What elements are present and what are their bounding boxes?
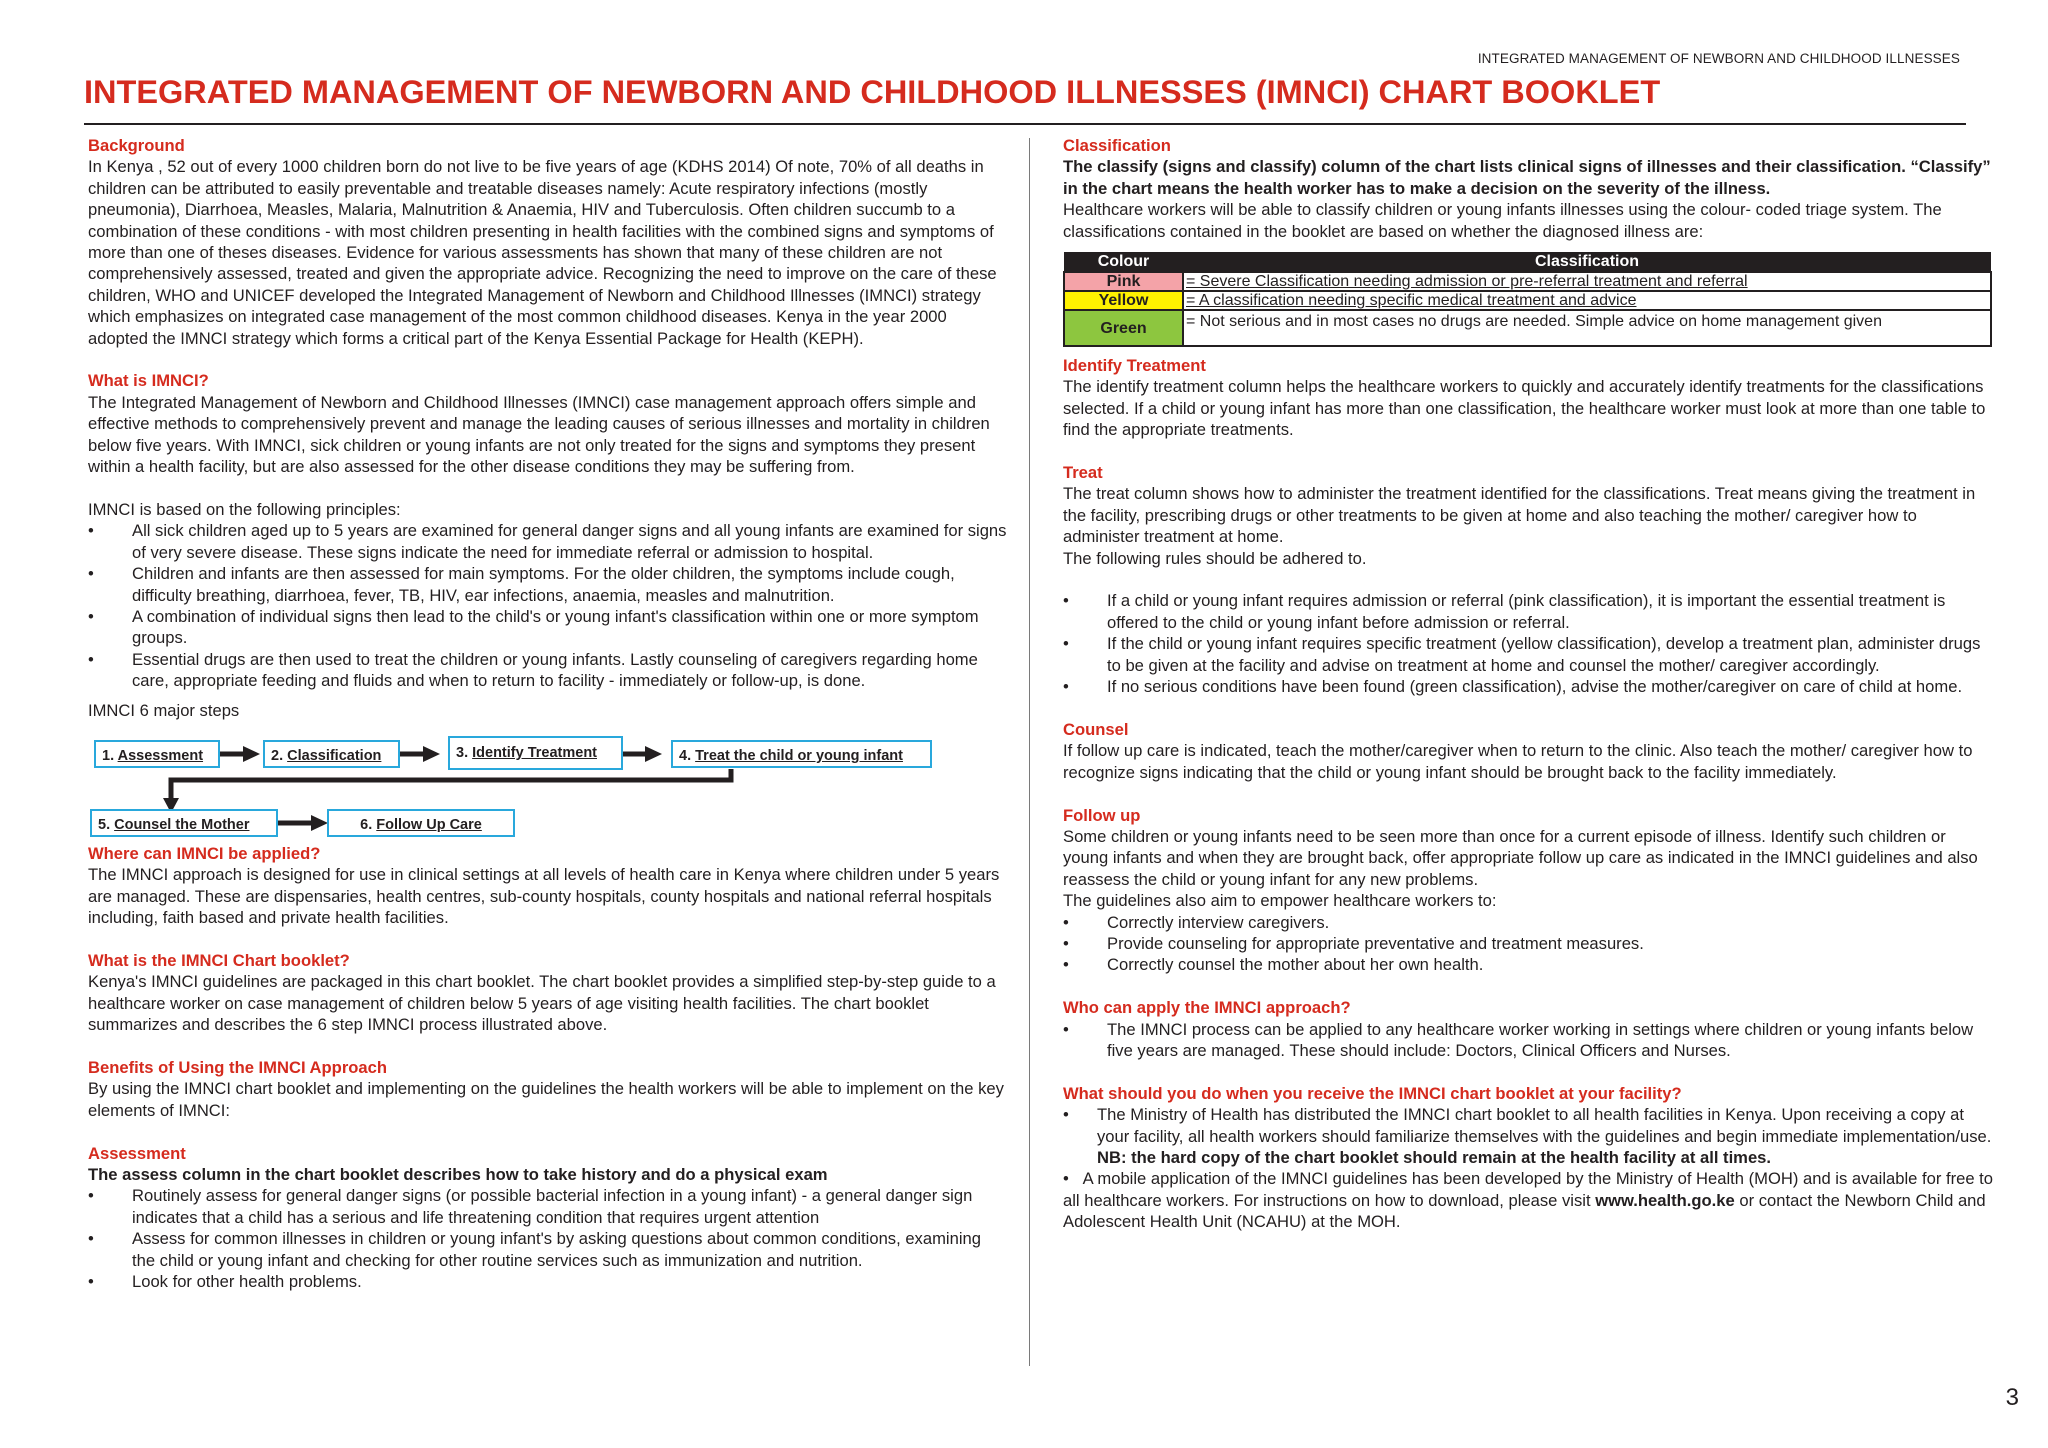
list-item: • Routinely assess for general danger signs (or possible bacterial infection in a young infant) - a general danger sign indicates that a child has a serious and life threatening condition that requires urgent attention [88, 1185, 1008, 1228]
title-rule [84, 123, 1966, 125]
assessment-subheading: The assess column in the chart booklet describes how to take history and do a physical exam [88, 1164, 828, 1184]
who-heading: Who can apply the IMNCI approach? [1063, 998, 1351, 1018]
arrowhead-5-6 [311, 815, 328, 831]
list-item: • Correctly counsel the mother about her own health. [1063, 954, 1993, 975]
colour-header: Colour [1064, 252, 1183, 272]
identify-heading: Identify Treatment [1063, 356, 1206, 376]
steps-diagram [88, 725, 1008, 843]
step-label: Classification [287, 747, 382, 764]
receive-item-2: • A mobile application of the IMNCI guidelines has been developed by the Ministry of Health (MOH) and is available for free to all healthcare workers. For instructions on how to download, please visit www.health.go.ke or contact the Newborn Child and Adolescent Health Unit (NCAHU) at the MOH. [1063, 1169, 1994, 1232]
receive-item-1-note: NB: the hard copy of the chart booklet should remain at the health facility at all times. [1097, 1147, 1772, 1167]
list-item: • If a child or young infant requires admission or referral (pink classification), it is important the essential treatment is offered to the child or young infant before admission or referral. [1063, 590, 1993, 633]
follow-up-aim: The guidelines also aim to empower healthcare workers to: [1063, 891, 1497, 911]
colour-cell-green: Green [1064, 310, 1183, 346]
step-assessment [94, 740, 220, 768]
page-title: INTEGRATED MANAGEMENT OF NEWBORN AND CHILDHOOD ILLNESSES (IMNCI) CHART BOOKLET [84, 74, 1661, 110]
classification-bold-text: The classify (signs and classify) column of the chart lists clinical signs of illnesses and their classification. “Classify” in the chart means the health worker has to make a decision on the severity of the illness. [1063, 157, 1991, 198]
step-label: Assessment [117, 747, 204, 764]
step-number: 2. [271, 747, 284, 764]
colour-cell-yellow: Yellow [1064, 291, 1183, 310]
step-label: Follow Up Care [376, 816, 482, 833]
receive-item-1: • The Ministry of Health has distributed the IMNCI chart booklet to all health facilities in Kenya. Upon receiving a copy at your facility, all health workers should familiarize themselves with the guidelines and begin immediate implementation/use. NB: the hard copy of the chart booklet should remain at the health facility at all times. [1063, 1105, 1992, 1167]
classification-cell: = Not serious and in most cases no drugs are needed. Simple advice on home management given [1183, 310, 1991, 346]
treat-list [1063, 590, 1993, 697]
chart-booklet-heading: What is the IMNCI Chart booklet? [88, 950, 350, 970]
step-number: 4. [679, 747, 692, 764]
classification-text: Healthcare workers will be able to classify children or young infants illnesses using the colour- coded triage system. The classifications contained in the booklet are based on whether the diagnosed illness are: [1063, 200, 1942, 241]
list-item: • A combination of individual signs then lead to the child's or young infant's classification within one or more symptom groups. [88, 606, 1008, 649]
list-item: • If no serious conditions have been found (green classification), advise the mother/caregiver on care of child at home. [1063, 676, 1993, 697]
connector-4-5 [171, 769, 731, 801]
table-header-row [1064, 252, 1991, 272]
colour-cell-pink: Pink [1064, 272, 1183, 291]
step-number: 6. [360, 816, 373, 833]
who-list [1063, 1019, 1993, 1062]
list-item: • Assess for common illnesses in children or young infant's by asking questions about common conditions, examining the child or young infant and checking for other routine services such as immunization and nutrition. [88, 1228, 1008, 1271]
column-divider [1029, 138, 1030, 1366]
treat-rules-intro: The following rules should be adhered to. [1063, 548, 1367, 568]
receive-item-1-text: The Ministry of Health has distributed the IMNCI chart booklet to all health facilities in Kenya. Upon receiving a copy at your facility, all health workers should familiarize themselves with the guidelines and begin immediate implementation/use. [1097, 1105, 1992, 1146]
step-number: 1. [102, 747, 115, 764]
arrowhead-3-4 [645, 746, 662, 762]
where-text: The IMNCI approach is designed for use in clinical settings at all levels of health care in Kenya where children under 5 years are managed. These are dispensaries, health centres, sub-county hospitals, county hospitals and national referral hospitals including, faith based and private health facilities. [88, 865, 1000, 928]
background-text: In Kenya , 52 out of every 1000 children born do not live to be five years of age (KDHS 2014) Of note, 70% of all deaths in children can be attributed to easily preventable and treatable diseases namely: Acute respiratory infections (mostly pneumonia), Diarrhoea, Measles, Malaria, Malnutrition & Anaemia, HIV and Tuberculosis. Often children succumb to a combination of these conditions - with most children presenting in health facilities with the combined signs and symptoms of more than one of theses diseases. Evidence for various assessments has shown that many of these children are not comprehensively assessed, treated and given the appropriate advice. Recognizing the need to improve on the care of these children, WHO and UNICEF developed the Integrated Management of Newborn and Childhood Illnesses (IMNCI) strategy which emphasizes on integrated case management of the most common childhood diseases. Kenya in the year 2000 adopted the IMNCI strategy which forms a critical part of the Kenya Essential Package for Health (KEPH). [88, 157, 997, 348]
benefits-text: By using the IMNCI chart booklet and implementing on the guidelines the health workers will be able to implement on the key elements of IMNCI: [88, 1079, 1004, 1120]
running-head: INTEGRATED MANAGEMENT OF NEWBORN AND CHILDHOOD ILLNESSES [1477, 51, 1960, 66]
follow-up-text: Some children or young infants need to be seen more than once for a current episode of illness. Identify such children or young infants and when they are brought back, offer appropriate follow up care as indicated in the IMNCI guidelines and also reassess the child or young infant for any new problems. [1063, 826, 1978, 889]
step-number: 5. [98, 816, 111, 833]
list-item: • The IMNCI process can be applied to any healthcare worker working in settings where children or young infants below five years are managed. These should include: Doctors, Clinical Officers and Nurses. [1063, 1019, 1993, 1062]
chart-booklet-text: Kenya's IMNCI guidelines are packaged in this chart booklet. The chart booklet provides a simplified step-by-step guide to a healthcare worker on case management of children below 5 years of age visiting health facilities. The chart booklet summarizes and describes the 6 step IMNCI process illustrated above. [88, 972, 996, 1035]
benefits-heading: Benefits of Using the IMNCI Approach [88, 1057, 388, 1077]
list-item: • Essential drugs are then used to treat the children or young infants. Lastly counseling of caregivers regarding home care, appropriate feeding and fluids and when to return to facility - immediately or follow-up, is done. [88, 649, 1008, 692]
classification-cell: = A classification needing specific medical treatment and advice [1183, 291, 1991, 310]
step-label: Counsel the Mother [114, 816, 250, 833]
assessment-list [88, 1185, 1008, 1292]
what-is-imnci-heading: What is IMNCI? [88, 371, 209, 391]
arrowhead-2-3 [423, 746, 440, 762]
list-item: • All sick children aged up to 5 years are examined for general danger signs and all young infants are examined for signs of very severe disease. These signs indicate the need for immediate referral or admission to hospital. [88, 520, 1008, 563]
classification-cell: = Severe Classification needing admission or pre-referral treatment and referral [1183, 272, 1991, 291]
list-item: • Children and infants are then assessed for main symptoms. For the older children, the symptoms include cough, difficulty breathing, diarrhoea, fever, TB, HIV, ear infections, anaemia, measles and malnutrition. [88, 563, 1008, 606]
receive-item-2-tail: or contact the Newborn Child and Adolescent Health Unit (NCAHU) at the MOH. [1063, 1190, 1986, 1232]
list-item: • Provide counseling for appropriate preventative and treatment measures. [1063, 933, 1993, 954]
step-follow-up [327, 809, 515, 837]
table-row [1064, 310, 1991, 346]
counsel-text: If follow up care is indicated, teach the mother/caregiver when to return to the clinic. Also teach the mother/ caregiver how to recognize signs indicating that the child or young infant should be brought back to the facility immediately. [1063, 741, 1973, 782]
step-label: Identify Treatment [472, 744, 598, 761]
receive-heading: What should you do when you receive the IMNCI chart booklet at your facility? [1063, 1083, 1682, 1103]
follow-up-heading: Follow up [1063, 805, 1141, 825]
list-item: • If the child or young infant requires specific treatment (yellow classification), develop a treatment plan, administer drugs to be given at the facility and advise on treatment at home and counsel the mother/ caregiver accordingly. [1063, 633, 1993, 676]
receive-item-2-text: A mobile application of the IMNCI guidelines has been developed by the Ministry of Health (MOH) and is available for free to all healthcare workers. For instructions on how to download, please visit [1063, 1169, 1994, 1210]
step-label: Treat the child or young infant [695, 747, 903, 764]
right-column [1063, 135, 1993, 1233]
steps-label: IMNCI 6 major steps [88, 700, 240, 720]
page-number: 3 [2005, 1384, 2019, 1411]
step-classification [263, 740, 400, 768]
arrowhead-1-2 [243, 746, 260, 762]
treat-text: The treat column shows how to administer the treatment identified for the classifications. Treat means giving the treatment in the facility, prescribing drugs or other treatments to be given at home and also teaching the mother/ caregiver how to administer treatment at home. [1063, 484, 1976, 547]
list-item: • Correctly interview caregivers. [1063, 912, 1993, 933]
step-treat [671, 740, 932, 768]
background-heading: Background [88, 136, 185, 155]
classification-heading: Classification [1063, 136, 1171, 155]
list-item: • Look for other health problems. [88, 1271, 1008, 1292]
step-identify-treatment [448, 736, 623, 770]
left-column [88, 135, 1008, 1292]
principles-list [88, 520, 1008, 691]
table-row [1064, 291, 1991, 310]
step-counsel [90, 809, 278, 837]
identify-text: The identify treatment column helps the healthcare workers to quickly and accurately identify treatments for the classifications selected. If a child or young infant has more than one classification, the healthcare worker must look at more than one table to find the appropriate treatments. [1063, 377, 1986, 440]
principles-intro: IMNCI is based on the following principles: [88, 499, 401, 519]
classification-table [1063, 252, 1992, 347]
table-row [1064, 272, 1991, 291]
treat-heading: Treat [1063, 463, 1103, 483]
classification-header: Classification [1183, 252, 1991, 272]
step-number: 3. [456, 744, 469, 761]
assessment-heading: Assessment [88, 1143, 186, 1163]
what-is-imnci-text: The Integrated Management of Newborn and Childhood Illnesses (IMNCI) case management approach offers simple and effective methods to comprehensively prevent and manage the leading causes of serious illnesses and mortality in children below five years. With IMNCI, sick children or young infants are not only treated for the signs and symptoms they present within a health facility, but are also assessed for the other disease conditions they may be suffering from. [88, 392, 990, 477]
counsel-heading: Counsel [1063, 719, 1129, 739]
follow-up-list [1063, 912, 1993, 976]
health-website-link[interactable]: www.health.go.ke [1595, 1190, 1735, 1210]
where-heading: Where can IMNCI be applied? [88, 843, 321, 863]
